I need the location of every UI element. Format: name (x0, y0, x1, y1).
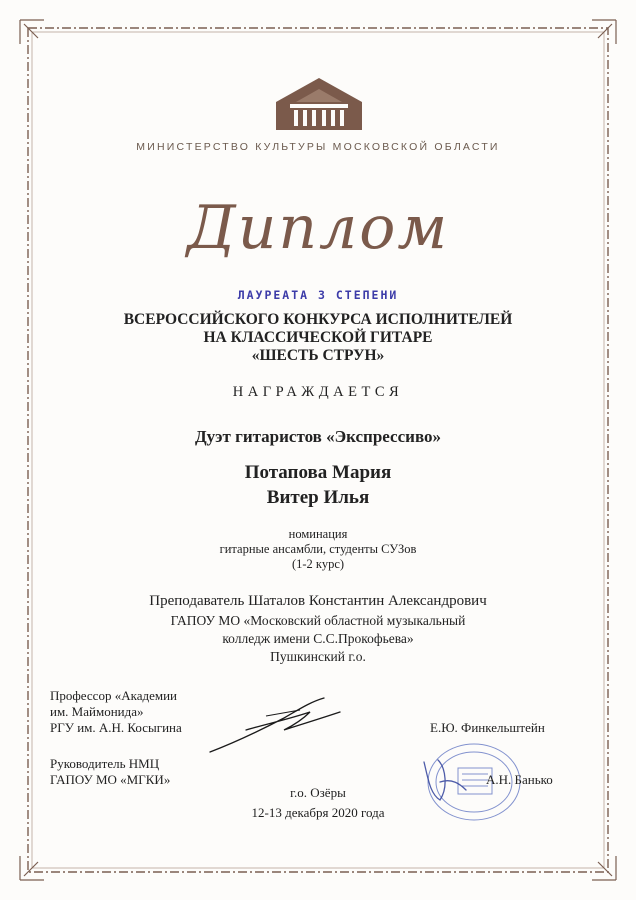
signatory-2-position-line-1: Руководитель НМЦ (50, 756, 160, 771)
teacher-name: Преподаватель Шаталов Константин Александрович (149, 593, 487, 609)
organization-line-2: колледж имени С.С.Прокофьева» (222, 631, 414, 646)
nomination-label: номинация (288, 527, 348, 541)
laureate-degree: ЛАУРЕАТА 3 СТЕПЕНИ (237, 288, 399, 302)
building-columns-icon (268, 74, 370, 132)
nomination-course: (1-2 курс) (291, 557, 345, 571)
signatory-2-position-line-2: ГАПОУ МО «МГКИ» (50, 772, 171, 787)
diploma-title: Диплом (186, 193, 450, 263)
nomination-value: гитарные ансамбли, студенты СУЗов (219, 542, 417, 556)
awarded-heading: НАГРАЖДАЕТСЯ (232, 384, 404, 400)
signatory-1-name: Е.Ю. Финкельштейн (430, 720, 545, 735)
event-date: 12-13 декабря 2020 года (251, 805, 385, 820)
contest-line-2: НА КЛАССИЧЕСКОЙ ГИТАРЕ (203, 329, 433, 346)
signatory-2-name: А.Н. Банько (486, 772, 553, 787)
event-place: г.о. Озёры (290, 785, 346, 800)
signatory-1-position-line-2: им. Маймонида» (50, 704, 144, 719)
ensemble-name: Дуэт гитаристов «Экспрессиво» (194, 427, 442, 446)
ministry-name: МИНИСТЕРСТВО КУЛЬТУРЫ МОСКОВСКОЙ ОБЛАСТИ (136, 141, 500, 153)
signatory-1-position-line-1: Профессор «Академии (50, 688, 177, 703)
signature-1-icon (206, 690, 346, 760)
person-name-1: Потапова Мария (244, 462, 392, 483)
contest-line-1: ВСЕРОССИЙСКОГО КОНКУРСА ИСПОЛНИТЕЛЕЙ (123, 311, 513, 328)
contest-line-3: «ШЕСТЬ СТРУН» (251, 347, 385, 364)
signatory-1-position-line-3: РГУ им. А.Н. Косыгина (50, 720, 182, 735)
organization-line-1: ГАПОУ МО «Московский областной музыкальный (170, 613, 466, 628)
organization-line-3: Пушкинский г.о. (270, 649, 366, 664)
person-name-2: Витер Илья (266, 487, 370, 508)
